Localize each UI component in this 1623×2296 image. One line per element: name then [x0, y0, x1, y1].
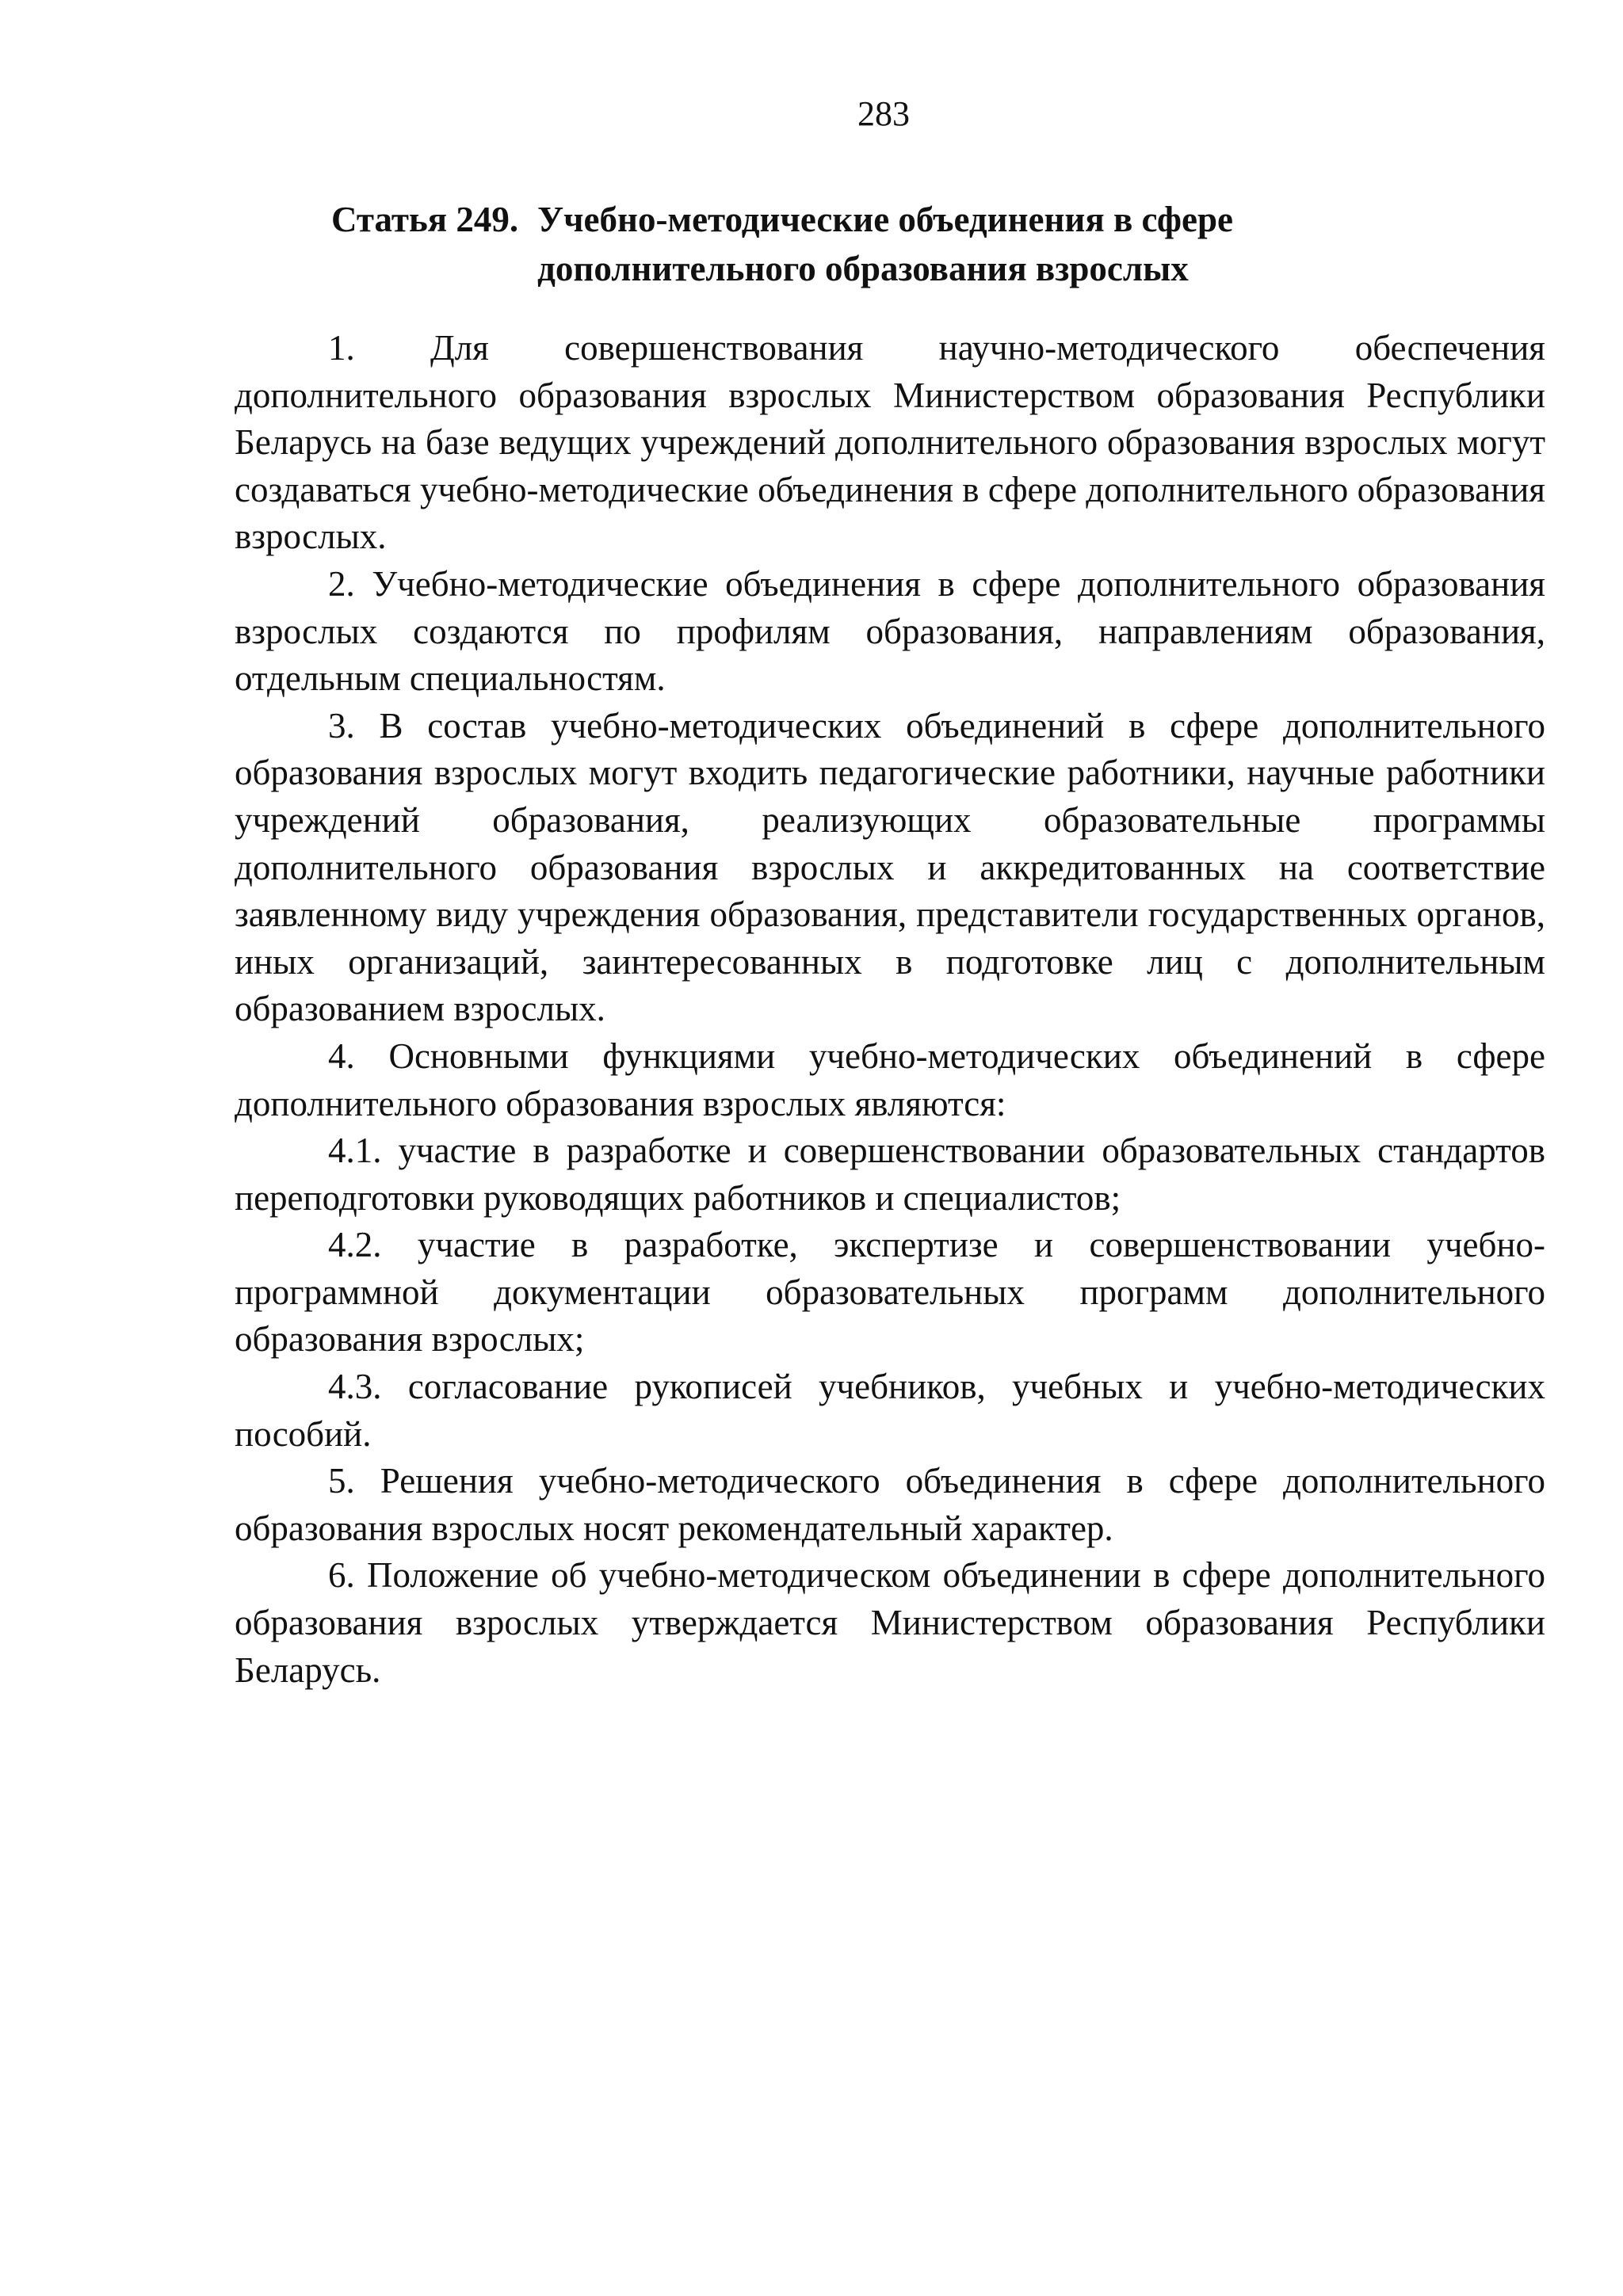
paragraph-3: 3. В состав учебно-методических объединений в сфере дополнительного образования взрослых могут входить педагогические работники, научные работники учреждений образования, реализующих образовательные программы дополнительного образования взрослых и аккредитованных на соответствие заявленному виду учреждения образования, представители государственных органов, иных организаций, заинтересованных в подготовке лиц с дополнительным образованием взрослых.	[235, 705, 1545, 1029]
paragraph-5: 5. Решения учебно-методического объединения в сфере дополнительного образования взрослых носят рекомендательный характер.	[235, 1461, 1545, 1548]
paragraph-2: 2. Учебно-методические объединения в сфере дополнительного образования взрослых создаются по профилям образования, направлениям образования, отдельным специальностям.	[235, 563, 1545, 699]
paragraph-4-1: 4.1. участие в разработке и совершенствовании образовательных стандартов переподготовки руководящих работников и специалистов;	[235, 1131, 1545, 1218]
article-title: Учебно-методические объединения в сфере дополнительного образования взрослых	[537, 200, 1233, 288]
paragraph-6: 6. Положение об учебно-методическом объединении в сфере дополнительного образования взрослых утверждается Министерством образования Республики Беларусь.	[235, 1555, 1545, 1690]
paragraph-1: 1. Для совершенствования научно-методического обеспечения дополнительного образования взрослых Министерством образования Республики Беларусь на базе ведущих учреждений дополнительного образования взрослых могут создаваться учебно-методические объединения в сфере дополнительного образования взрослых.	[235, 328, 1545, 557]
paragraph-4: 4. Основными функциями учебно-методических объединений в сфере дополнительного образования взрослых являются:	[235, 1035, 1545, 1123]
article-label: Статья 249.	[331, 200, 519, 239]
article-heading	[331, 195, 1425, 293]
paragraph-4-3: 4.3. согласование рукописей учебников, учебных и учебно-методических пособий.	[235, 1367, 1545, 1454]
article-body	[235, 325, 1545, 1694]
page-number: 283	[857, 94, 910, 133]
paragraph-4-2: 4.2. участие в разработке, экспертизе и совершенствовании учебно-программной документации образовательных программ дополнительного образования взрослых;	[235, 1225, 1545, 1360]
